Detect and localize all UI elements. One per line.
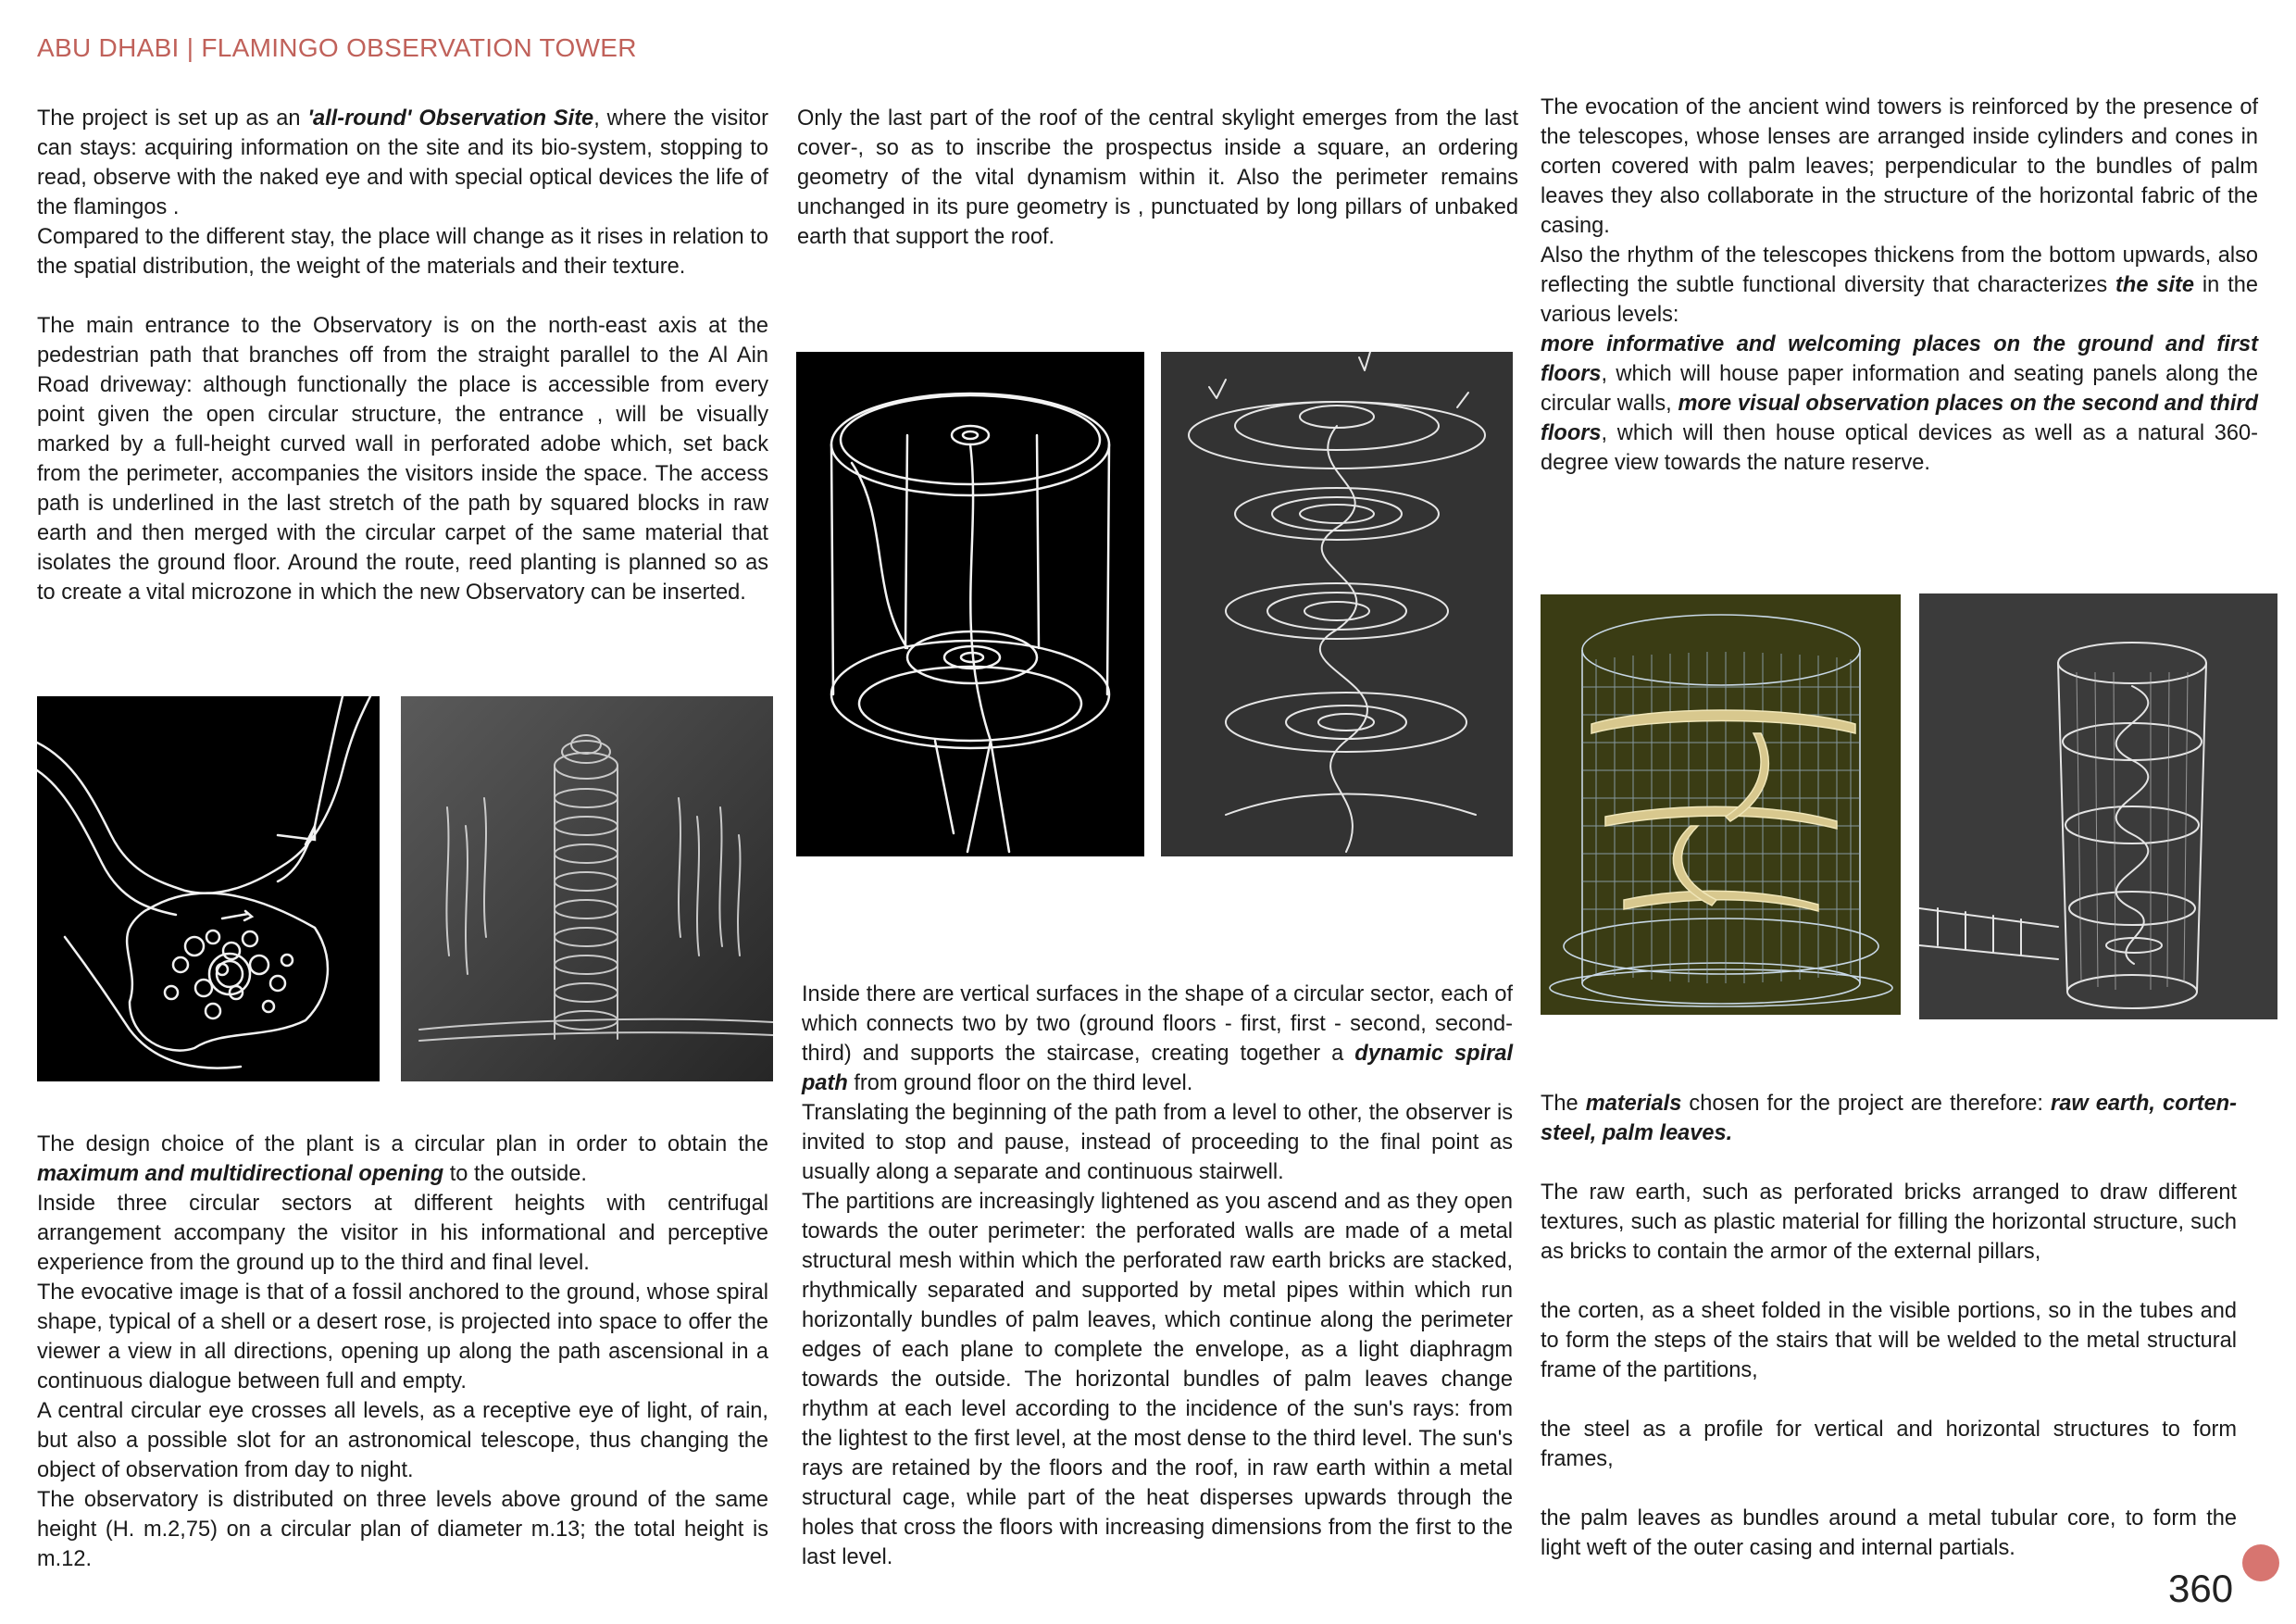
spiral-pencil-sketch xyxy=(1161,352,1513,856)
col3-intro-text xyxy=(1541,93,2258,478)
render-icon xyxy=(1541,594,1901,1015)
col1-paragraph-5: Inside three circular sectors at different heights with centrifugal arrangement accompany the visitor in his informational and perceptive experience from the ground up to the third and final level. xyxy=(37,1192,768,1275)
col3-paragraph-8: the palm leaves as bundles around a metal tubular core, to form the light weft of the outer casing and internal partials. xyxy=(1541,1506,2237,1560)
col1-paragraph-2: Compared to the different stay, the place will change as it rises in relation to the spatial distribution, the weight of the materials and their texture. xyxy=(37,225,768,279)
col1-paragraph-7: A central circular eye crosses all levels, as a receptive eye of light, of rain, but also a possible slot for an astronomical telescope, thus changing the object of observation from day to night. xyxy=(37,1399,768,1482)
col2-paragraph-4: The partitions are increasingly lightened as you ascend and as they open towards the outer perimeter: the perforated walls are made of a metal structural mesh within which the perforated raw earth bricks are stacked, rhythmically separated and supported by metal pipes within which run horizontally bundles of palm leaves, which continue along the perimeter edges of each plane to complete the envelope, as a light diaphragm towards the outside. The horizontal bundles of palm leaves change rhythm at each level according to the incidence of the sun's rays: from the lightest to the first level, at the most dense to the third level. The sun's rays are retained by the floors and the roof, in raw earth within a metal structural cage, while part of the heat disperses upwards through the holes that cross the floors with increasing dimensions from the first to the last level. xyxy=(802,1190,1513,1569)
cylinder-sketch-icon xyxy=(796,352,1144,856)
col3-paragraph-7: the steel as a profile for vertical and horizontal structures to form frames, xyxy=(1541,1418,2237,1471)
site-plan-icon xyxy=(37,696,380,1081)
col1-paragraph-6: The evocative image is that of a fossil anchored to the ground, whose spiral shape, typical of a shell or a desert rose, is projected into space to offer the viewer a view in all directions, opening up along the path ascensional in a continuous dialogue between full and empty. xyxy=(37,1280,768,1393)
col3-materials-text xyxy=(1541,1089,2237,1563)
col3-paragraph-4: The materials chosen for the project are therefore: raw earth, corten- steel, palm leaves. xyxy=(1541,1092,2238,1145)
col3-paragraph-1: The evocation of the ancient wind towers is reinforced by the presence of the telescopes, whose lenses are arranged inside cylinders and cones in corten covered with palm leaves; perpendicular to the bundles of palm leaves they also collaborate in the structure of the horizontal fabric of the casing. xyxy=(1541,95,2258,238)
cylinder-chalk-sketch xyxy=(796,352,1144,856)
col3-paragraph-6: the corten, as a sheet folded in the visible portions, so in the tubes and to form the steps of the stairs that will be welded to the metal structural frame of the partitions, xyxy=(1541,1299,2237,1382)
col3-paragraph-2: Also the rhythm of the telescopes thickens from the bottom upwards, also reflecting the subtle functional diversity that characterizes the site in the various levels: xyxy=(1541,244,2258,327)
cylinder-pencil-sketch xyxy=(1919,593,2277,1019)
col1-paragraph-4: The design choice of the plant is a circular plan in order to obtain the maximum and multidirectional opening to the outside. xyxy=(37,1132,768,1186)
col1-paragraph-3: The main entrance to the Observatory is on the north-east axis at the pedestrian path that branches off from the straight parallel to the Al Ain Road driveway: although functionally the place is accessible from every point given the open circular structure, the entrance , will be visually marked by a full-height curved wall in perforated adobe which, set back from the perimeter, accompanies the visitors inside the space. The access path is underlined in the last stretch of the path by squared blocks in raw earth and then merged with the circular carpet of the same material that isolates the ground floor. Around the route, reed planting is planned so as to create a vital microzone in which the new Observatory can be inserted. xyxy=(37,314,768,605)
tower-sketch-icon xyxy=(401,696,773,1081)
tower-pencil-sketch xyxy=(401,696,773,1081)
page-number: 360 xyxy=(2168,1567,2234,1610)
col2-paragraph-3: Translating the beginning of the path from a level to other, the observer is invited to stop and pause, instead of proceeding to the final point as usually along a separate and continuous stairwell. xyxy=(802,1101,1513,1184)
cylinder-pencil-icon xyxy=(1919,593,2277,1019)
page-number-dot xyxy=(2242,1544,2279,1581)
site-plan-sketch xyxy=(37,696,380,1081)
col1-paragraph-1: The project is set up as an 'all-round' Observation Site, where the visitor can stays: acquiring information on the site and its bio-system, stopping to read, observe with the naked eye and with special optical devices the life of the flamingos . xyxy=(37,106,768,219)
page-header: ABU DHABI | FLAMINGO OBSERVATION TOWER xyxy=(37,33,637,62)
col3-paragraph-3: more informative and welcoming places on the ground and first floors, which will house paper information and seating panels along the circular walls, more visual observation places on the second and third floors, which will then house optical devices as well as a natural 360-degree view towards the nature reserve. xyxy=(1541,332,2258,475)
wireframe-render xyxy=(1541,594,1901,1015)
col1-design-text xyxy=(37,1130,768,1574)
col2-spiral-text xyxy=(802,980,1513,1572)
col2-paragraph-1: Only the last part of the roof of the central skylight emerges from the last cover-, so as to inscribe the prospectus inside a square, an ordering geometry of the vital dynamism within it. Also the perimeter remains unchanged in its pure geometry is , punctuated by long pillars of unbaked earth that support the roof. xyxy=(797,106,1518,249)
col1-intro-text xyxy=(37,104,768,607)
col3-paragraph-5: The raw earth, such as perforated bricks arranged to draw different textures, such as plastic material for filling the horizontal structure, such as bricks to contain the armor of the external pillars, xyxy=(1541,1181,2237,1264)
spiral-sketch-icon xyxy=(1161,352,1513,856)
col1-paragraph-8: The observatory is distributed on three levels above ground of the same height (H. m.2,75) on a circular plan of diameter m.13; the total height is m.12. xyxy=(37,1488,768,1571)
col2-intro-text xyxy=(797,104,1518,252)
col2-paragraph-2: Inside there are vertical surfaces in the shape of a circular sector, each of which connects two by two (ground floors - first, first - second, second-third) and supports the staircase, creating together a dynamic spiral path from ground floor on the third level. xyxy=(802,982,1514,1095)
